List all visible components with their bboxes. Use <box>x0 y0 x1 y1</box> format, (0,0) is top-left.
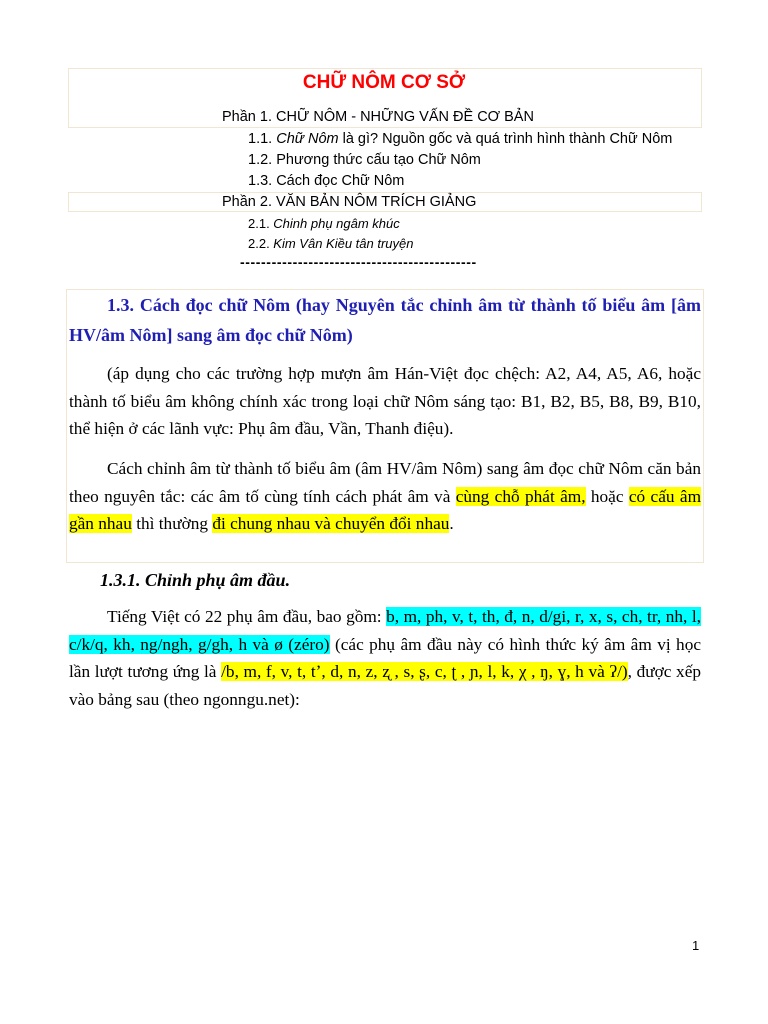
para2-text-d: . <box>449 514 454 533</box>
para3-highlight-yellow: /b, m, f, v, t, tʼ, d, n, z, ʐ , s, ʂ, c, ʈ , ɲ, l, k, χ , ŋ, ɣ, h và ʔ/) <box>221 662 628 681</box>
para2-highlight-2: có cấu âm gần nhau <box>69 486 702 533</box>
toc-item-2-2-num: 2.2. <box>248 236 274 251</box>
toc-item-1-1-em: Chữ Nôm <box>276 131 339 147</box>
section-1-3-para1 <box>69 360 701 443</box>
page-number: 1 <box>692 938 700 953</box>
toc-item-2-1 <box>248 216 400 231</box>
section-1-3-heading <box>69 290 701 350</box>
section-1-3-heading-text: 1.3. Cách đọc chữ Nôm (hay Nguyên tắc chỉnh âm từ thành tố biểu âm [âm HV/âm Nôm] sang âm đọc chữ Nôm) <box>69 295 701 345</box>
toc-item-2-1-num: 2.1. <box>248 216 274 231</box>
toc-item-1-3: 1.3. Cách đọc Chữ Nôm <box>248 173 405 189</box>
document-title: CHỮ NÔM CƠ SỞ <box>302 72 466 93</box>
para2-text-a: Cách chỉnh âm từ thành tố biểu âm (âm HV/âm Nôm) sang âm đọc chữ Nôm căn bản theo nguyên tắc: các âm tố cùng tính cách phát âm và <box>69 459 701 506</box>
section-1-3-para2 <box>69 455 701 538</box>
section-1-3-1-heading: 1.3.1. Chỉnh phụ âm đầu. <box>100 570 291 590</box>
para3-highlight-cyan: b, m, ph, v, t, th, đ, n, d/gi, r, x, s, ch, tr, nh, l, c/k/q, kh, ng/ngh, g/gh, h và ø (zéro) <box>69 607 701 654</box>
toc-item-1-1-rest: là gì? Nguồn gốc và quá trình hình thành Chữ Nôm <box>338 131 673 147</box>
para3-text-a: Tiếng Việt có 22 phụ âm đầu, bao gồm: <box>107 607 387 626</box>
toc-item-1-2: 1.2. Phương thức cấu tạo Chữ Nôm <box>248 152 481 168</box>
toc-item-2-2 <box>248 236 414 251</box>
toc-part2: Phần 2. VĂN BẢN NÔM TRÍCH GIẢNG <box>222 194 477 210</box>
toc-item-1-1-num: 1.1. <box>248 131 277 147</box>
divider: --------------------------------------------- <box>240 254 477 270</box>
toc-item-1-1 <box>248 131 672 147</box>
toc-part1: Phần 1. CHỮ NÔM - NHỮNG VẤN ĐỀ CƠ BẢN <box>222 109 534 125</box>
para2-text-c: thì thường <box>131 514 213 533</box>
para3-text-b: (các phụ âm đầu này có hình thức ký âm âm vị học lần lượt tương ứng là <box>69 634 701 681</box>
para2-text-b: hoặc <box>585 486 629 506</box>
section-1-3-1-para <box>69 603 701 713</box>
para2-highlight-3: đi chung nhau và chuyển đổi nhau <box>212 514 450 533</box>
para2-highlight-1: cùng chỗ phát âm, <box>455 486 586 506</box>
toc-item-2-1-em: Chinh phụ ngâm khúc <box>273 216 400 231</box>
para3-text-c: , được xếp vào bảng sau (theo ngonngu.net): <box>69 662 702 709</box>
para1-text: (áp dụng cho các trường hợp mượn âm Hán-Việt đọc chệch: A2, A4, A5, A6, hoặc thành tố biểu âm không chính xác trong loại chữ Nôm sáng tạo: B1, B2, B5, B8, B9, B10, thể hiện ở các lãnh vực: Phụ âm đầu, Vần, Thanh điệu). <box>69 364 701 438</box>
toc-item-2-2-em: Kim Vân Kiều tân truyện <box>273 236 414 251</box>
